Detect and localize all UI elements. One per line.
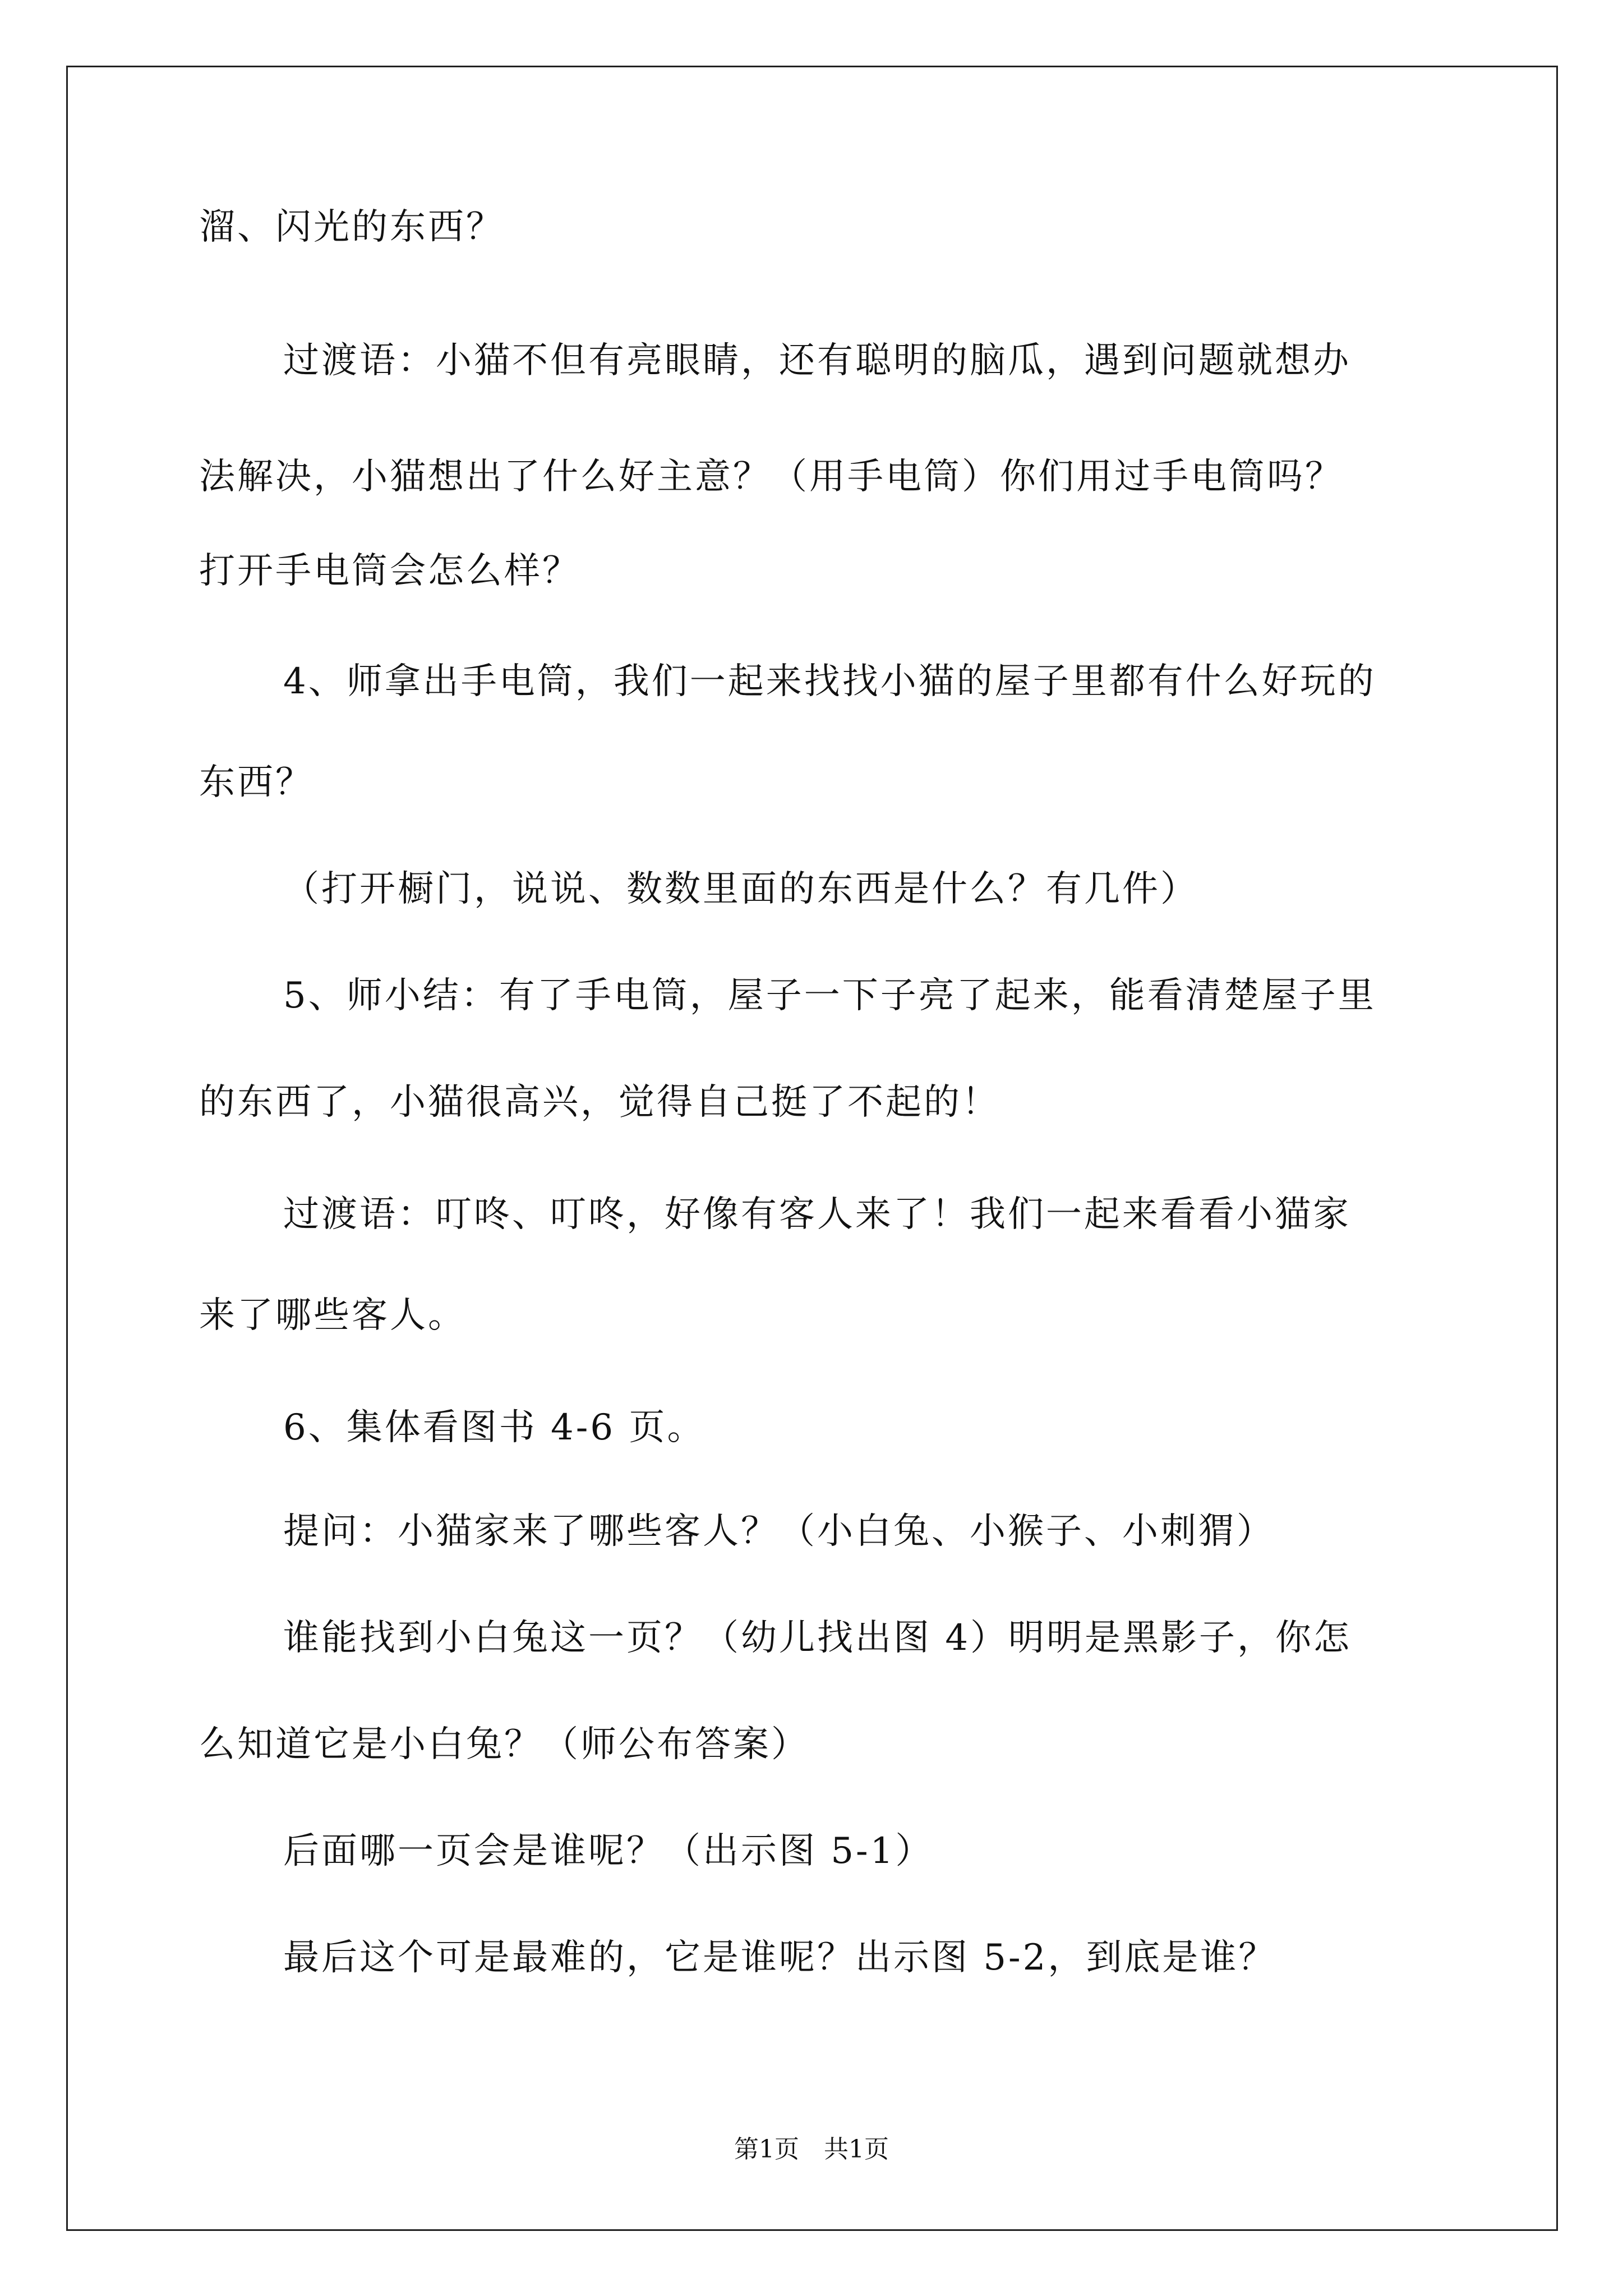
text-line: 5、师小结：有了手电筒，屋子一下子亮了起来，能看清楚屋子里: [283, 975, 1376, 1016]
text-line: 法解决，小猫想出了什么好主意？（用手电筒）你们用过手电筒吗？: [199, 456, 1343, 498]
text-line: 过渡语：小猫不但有亮眼睛，还有聪明的脑瓜，遇到问题就想办: [283, 340, 1351, 381]
text-line: 么知道它是小白兔？（师公布答案）: [199, 1724, 809, 1765]
text-line: （打开橱门，说说、数数里面的东西是什么？有几件）: [283, 868, 1198, 910]
text-line: 后面哪一页会是谁呢？（出示图 5-1）: [283, 1830, 934, 1872]
text-line: 东西？: [199, 762, 313, 803]
text-line: 过渡语：叮咚、叮咚，好像有客人来了！我们一起来看看小猫家: [283, 1194, 1351, 1235]
text-line: 提问：小猫家来了哪些客人？（小白兔、小猴子、小刺猬）: [283, 1511, 1275, 1552]
text-line: 打开手电筒会怎么样？: [199, 550, 580, 592]
text-line: 6、集体看图书 4-6 页。: [283, 1407, 706, 1448]
text-line: 谁能找到小白兔这一页？（幼儿找出图 4）明明是黑影子，你怎: [283, 1617, 1352, 1659]
text-line: 溜、闪光的东西？: [199, 206, 504, 248]
text-line: 的东西了，小猫很高兴，觉得自己挺了不起的！: [199, 1082, 1000, 1123]
text-line: 4、师拿出手电筒，我们一起来找找小猫的屋子里都有什么好玩的: [283, 661, 1376, 702]
page-border: [66, 66, 1558, 2231]
text-line: 来了哪些客人。: [199, 1295, 466, 1336]
text-line: 最后这个可是最难的，它是谁呢？出示图 5-2，到底是谁？: [283, 1937, 1277, 1978]
page-footer: 第1页 共1页: [734, 2135, 889, 2164]
